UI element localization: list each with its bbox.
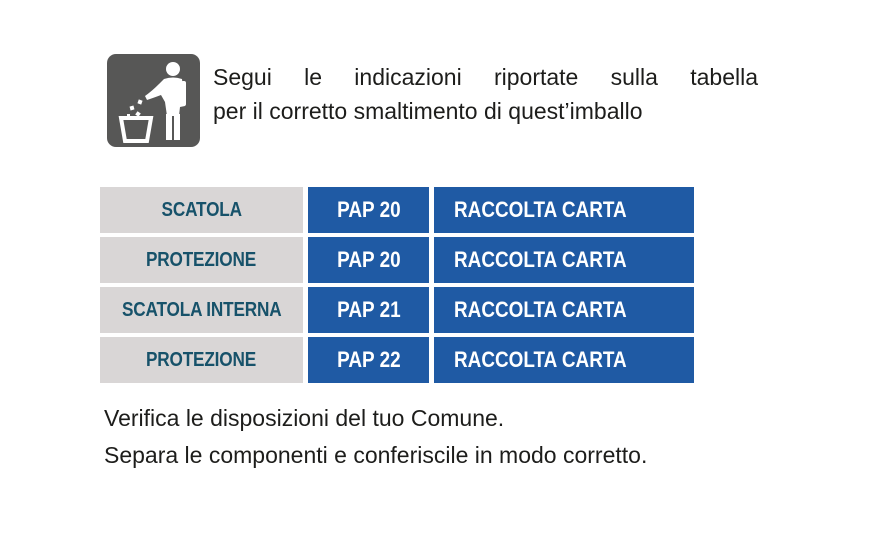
code-cell: PAP 20: [308, 237, 429, 283]
item-cell: SCATOLA INTERNA: [100, 287, 303, 333]
destination-cell: RACCOLTA CARTA: [434, 337, 694, 383]
item-cell: PROTEZIONE: [100, 237, 303, 283]
footer-line-1: Verifica le disposizioni del tuo Comune.: [104, 405, 505, 431]
intro-line-1: Segui le indicazioni riportate sulla tabella: [213, 64, 758, 90]
destination-cell: RACCOLTA CARTA: [434, 187, 694, 233]
destination-cell: RACCOLTA CARTA: [434, 287, 694, 333]
table-row: [100, 287, 694, 333]
code-cell: PAP 21: [308, 287, 429, 333]
footer-text: [104, 400, 804, 474]
table-row: [100, 187, 694, 233]
item-cell: PROTEZIONE: [100, 337, 303, 383]
intro-line-2: per il corretto smaltimento di quest’imballo: [213, 98, 643, 124]
footer-line-2: Separa le componenti e conferiscile in modo corretto.: [104, 442, 648, 468]
code-cell: PAP 20: [308, 187, 429, 233]
trash-disposal-icon: [107, 54, 200, 147]
table-row: [100, 337, 694, 383]
code-cell: PAP 22: [308, 337, 429, 383]
destination-cell: RACCOLTA CARTA: [434, 237, 694, 283]
intro-text: [213, 60, 758, 128]
item-cell: SCATOLA: [100, 187, 303, 233]
table-row: [100, 237, 694, 283]
